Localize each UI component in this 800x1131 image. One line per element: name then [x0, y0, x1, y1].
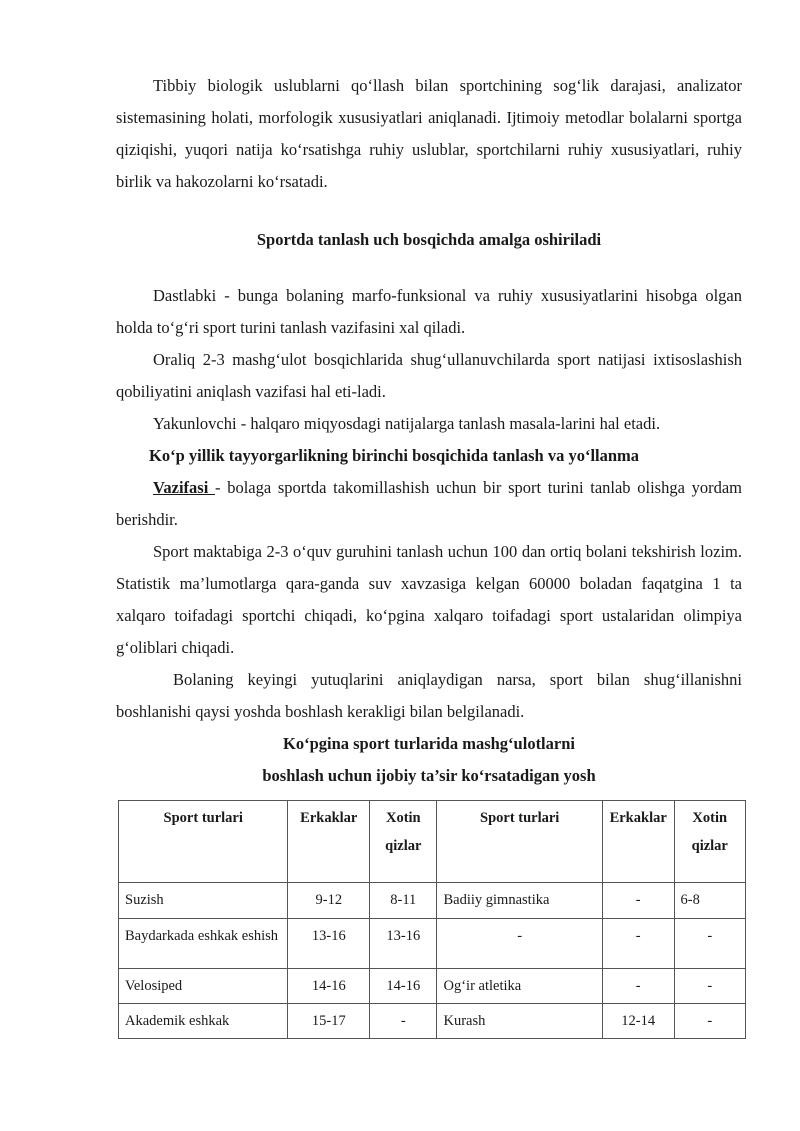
table-header-row — [119, 801, 746, 883]
paragraph-intermediate-stage: Oraliq 2-3 mashg‘ulot bosqichlarida shug‘ullanuvchilarda sport natijasi ixtisoslashish qobiliyatini aniqlash vazifasi hal eti-ladi. — [116, 350, 742, 401]
paragraph-final-stage: Yakunlovchi - halqaro miqyosdagi natijalarga tanlash masala-larini hal etadi. — [153, 414, 661, 433]
table-title-line-1: Ko‘pgina sport turlarida mashg‘ulotlarni — [283, 734, 575, 753]
paragraph-start-age: Bolaning keyingi yutuqlarini aniqlaydigan narsa, sport bilan shug‘illanishni boshlanishi qaysi yoshda boshlash kerakligi bilan belgilanadi. — [116, 670, 742, 721]
table-cell: Baydarkada eshkak eshish — [119, 919, 288, 969]
heading-first-stage-selection: Ko‘p yillik tayyorgarlikning birinchi bosqichida tanlash va yo‘llanma — [149, 446, 640, 465]
task-text: - bolaga sportda takomillashish uchun bir sport turini tanlab olishga yordam berishdir. — [116, 478, 743, 529]
table-cell: - — [370, 1004, 437, 1039]
table-cell: 14-16 — [370, 969, 437, 1004]
header-men-1: Erkaklar — [288, 801, 370, 883]
table-cell: - — [674, 969, 745, 1004]
table-cell: Velosiped — [119, 969, 288, 1004]
header-women-2: Xotin qizlar — [674, 801, 745, 883]
paragraph-task — [116, 472, 742, 536]
table-cell: - — [674, 919, 745, 969]
table-row — [119, 969, 746, 1004]
task-label: Vazifasi — [153, 478, 216, 497]
paragraph-initial-stage: Dastlabki - bunga bolaning marfo-funksional va ruhiy xususiyatlarini hisobga olgan holda to‘g‘ri sport turini tanlash vazifasini xal qiladi. — [116, 286, 742, 337]
header-sport-types-2: Sport turlari — [437, 801, 602, 883]
table-cell: - — [437, 919, 602, 969]
table-row — [119, 1004, 746, 1039]
table-row — [119, 919, 746, 969]
table-cell: 13-16 — [288, 919, 370, 969]
table-cell: - — [602, 919, 674, 969]
header-men-2: Erkaklar — [602, 801, 674, 883]
table-cell: - — [674, 1004, 745, 1039]
table-cell: Suzish — [119, 883, 288, 919]
table-title-line-2: boshlash uchun ijobiy ta’sir ko‘rsatadigan yosh — [262, 766, 596, 785]
start-age-table — [118, 800, 746, 1039]
table-cell: 14-16 — [288, 969, 370, 1004]
table-cell: Akademik eshkak — [119, 1004, 288, 1039]
table-cell: - — [602, 969, 674, 1004]
table-row — [119, 883, 746, 919]
table-cell: 13-16 — [370, 919, 437, 969]
table-cell: - — [602, 883, 674, 919]
table-cell: Kurash — [437, 1004, 602, 1039]
table-cell: 15-17 — [288, 1004, 370, 1039]
table-cell: 12-14 — [602, 1004, 674, 1039]
header-sport-types-1: Sport turlari — [119, 801, 288, 883]
table-cell: 8-11 — [370, 883, 437, 919]
heading-three-stages: Sportda tanlash uch bosqichda amalga oshiriladi — [256, 230, 602, 249]
table-cell: Badiiy gimnastika — [437, 883, 602, 919]
paragraph-statistics: Sport maktabiga 2-3 o‘quv guruhini tanlash uchun 100 dan ortiq bolani tekshirish lozim. Statistik ma’lumotlarga qara-ganda suv xavzasiga kelgan 60000 boladan faqatgina 1 ta xalqaro toifadagi sportchi chiqadi, ko‘pgina xalqaro toifadagi sport ustalaridan olimpiya g‘oliblari chiqadi. — [116, 542, 742, 657]
paragraph-methods: Tibbiy biologik uslublarni qo‘llash bilan sportchining sog‘lik darajasi, analizator sistemasining holati, morfologik xususiyatlari aniqlanadi. Ijtimoiy metodlar bolalarni sportga qiziqishi, yuqori natija ko‘rsatishga ruhiy uslublar, sportchilarni ruhiy xususiyatlari, ruhiy birlik va hakozolarni ko‘rsatadi. — [116, 76, 742, 191]
table-cell: Og‘ir atletika — [437, 969, 602, 1004]
table-cell: 6-8 — [674, 883, 745, 919]
table-cell: 9-12 — [288, 883, 370, 919]
header-women-1: Xotin qizlar — [370, 801, 437, 883]
